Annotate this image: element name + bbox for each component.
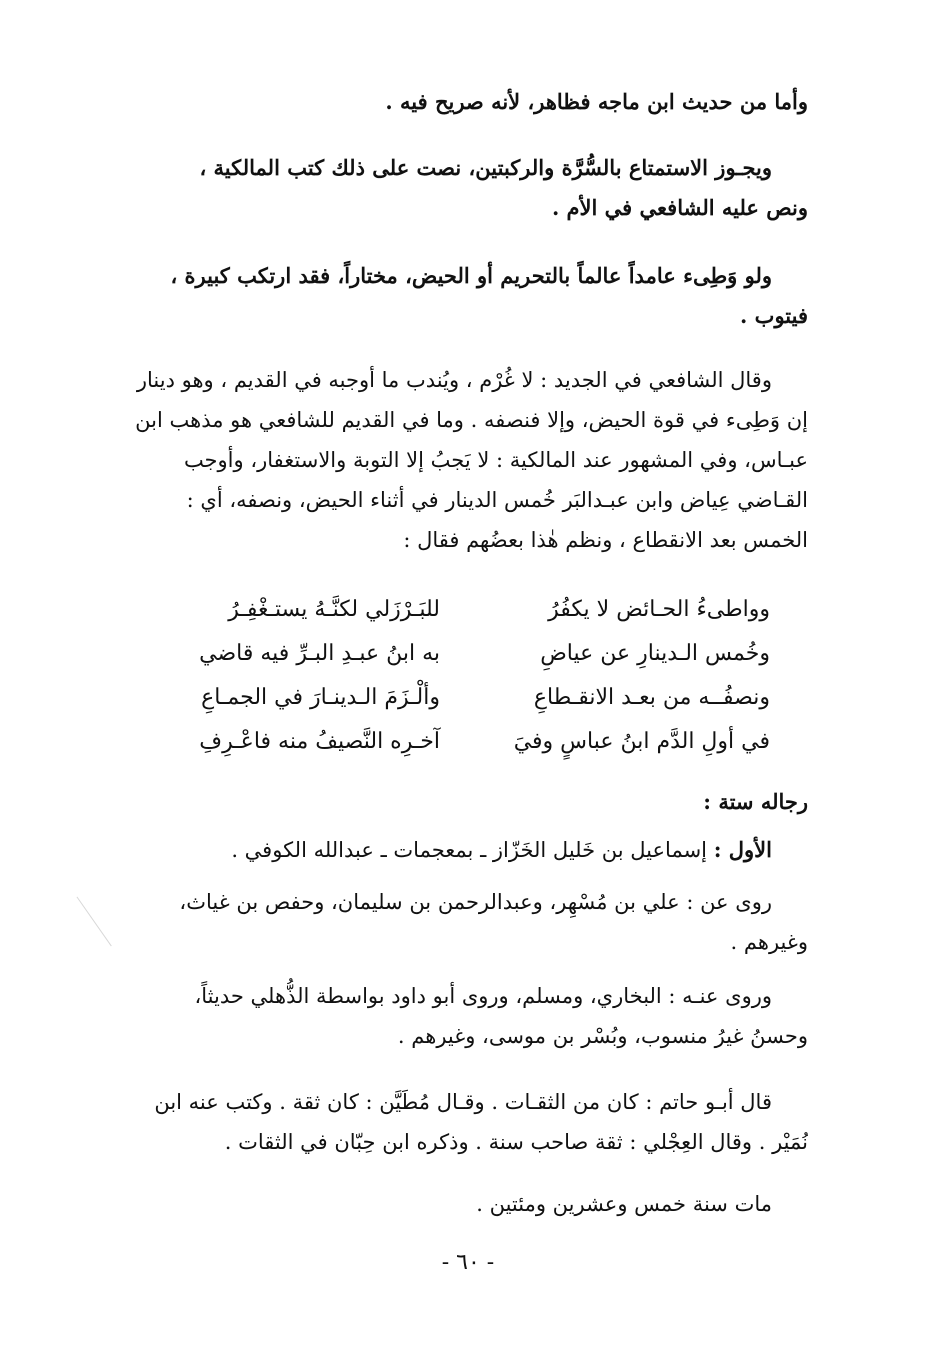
paragraph-rawa-anhu (128, 976, 808, 1056)
poem-hemistich-right: في أولِ الدَّم ابنُ عباسٍ وفيَ (513, 729, 770, 754)
paragraph-death-year (128, 1184, 808, 1224)
text-line: إن وَطِىء في قوة الحيض، وإلا فنصفه . وما في القديم للشافعي هو مذهب ابن (135, 408, 808, 432)
paragraph-istimta (128, 148, 808, 228)
poem-hemistich-right: ونصفُــه من بعـد الانقـطاعِ (533, 685, 770, 710)
poem-hemistich-left: وألْـزَمَ الـدينـارَ في الجمـاعِ (201, 685, 440, 710)
text-line: فيتوب . (740, 303, 808, 328)
text-line (128, 830, 808, 870)
text-line: وأما من حديث ابن ماجه فظاهر، لأنه صريح فيه . (385, 89, 808, 114)
text-line: وقال الشافعي في الجديد : لا غُرْم ، ويُندب ما أوجبه في القديم ، وهو دينار (136, 368, 772, 392)
poem-hemistich-left: آخـرِه النَّصيفُ منه فاعْـرِفِ (199, 729, 440, 754)
text-line: القـاضي عِياض وابن عبـدالبَر خُمس الدينار في أثناء الحيض، ونصفه، أي : (186, 488, 808, 512)
heading-text: رجاله ستة : (703, 789, 808, 814)
text-line: روى عن : علي بن مُسْهِر، وعبدالرحمن بن سليمان، وحفص بن غياث، (179, 890, 772, 914)
page-number: - ٦٠ - (441, 1250, 495, 1275)
first-label: الأول : (713, 837, 772, 862)
narrators-heading (128, 782, 808, 822)
poem-hemistich-right: وواطىءُ الحـائض لا يكفُرُ (548, 597, 770, 622)
text-line: ونص عليه الشافعي في الأم . (551, 195, 808, 220)
paragraph-ibn-majah (128, 82, 808, 122)
poem-verses (170, 588, 770, 768)
paragraph-abu-hatim (128, 1082, 808, 1162)
text-line: وحسنُ غيرُ منسوب، وبُسْر بن موسى، وغيرهم . (397, 1024, 808, 1048)
first-narrator (128, 830, 808, 870)
text-line: ولو وَطِىء عامداً عالماً بالتحريم أو الحيض، مختاراً، فقد ارتكب كبيرة ، (170, 263, 772, 288)
paragraph-shafii-jadid (128, 360, 808, 560)
text-line: مات سنة خمس وعشرين ومئتين . (476, 1192, 772, 1216)
first-text: إسماعيل بن خَليل الخَزّاز ـ بمعجمات ـ عبدالله الكوفي . (231, 838, 708, 862)
text-line: وغيرهم . (730, 930, 808, 954)
paragraph-rawa-an (128, 882, 808, 962)
poem-hemistich-left: به ابنُ عبـدِ البـرِّ فيه قاضي (199, 641, 440, 666)
text-line: عبـاس، وفي المشهور عند المالكية : لا يَجبُ إلا التوبة والاستغفار، وأوجب (183, 448, 808, 472)
text-line: الخمس بعد الانقطاع ، ونظم هٰذا بعضُهم فقال : (403, 528, 808, 552)
poem-hemistich-left: للبَـرْزَلي لكنَّـهُ يستـغْفِـرُ (228, 597, 440, 622)
text-line: ويجـوز الاستمتاع بالسُّرَّة والركبتين، نصت على ذلك كتب المالكية ، (199, 155, 772, 180)
paragraph-wati-amidan (128, 256, 808, 336)
text-line: وروى عنـه : البخاري، ومسلم، وروى أبو داود بواسطة الذُّهلي حديثاً، (194, 984, 772, 1008)
text-line: قال أبـو حاتم : كان من الثقـات . وقـال مُطَيَّن : كان ثقة . وكتب عنه ابن (154, 1090, 772, 1114)
poem-hemistich-right: وخُمس الـدينارِ عن عياضِ (540, 641, 770, 666)
text-line: نُمَيْر . وقال العِجْلي : ثقة صاحب سنة . وذكره ابن حِبّان في الثقات . (224, 1130, 808, 1154)
